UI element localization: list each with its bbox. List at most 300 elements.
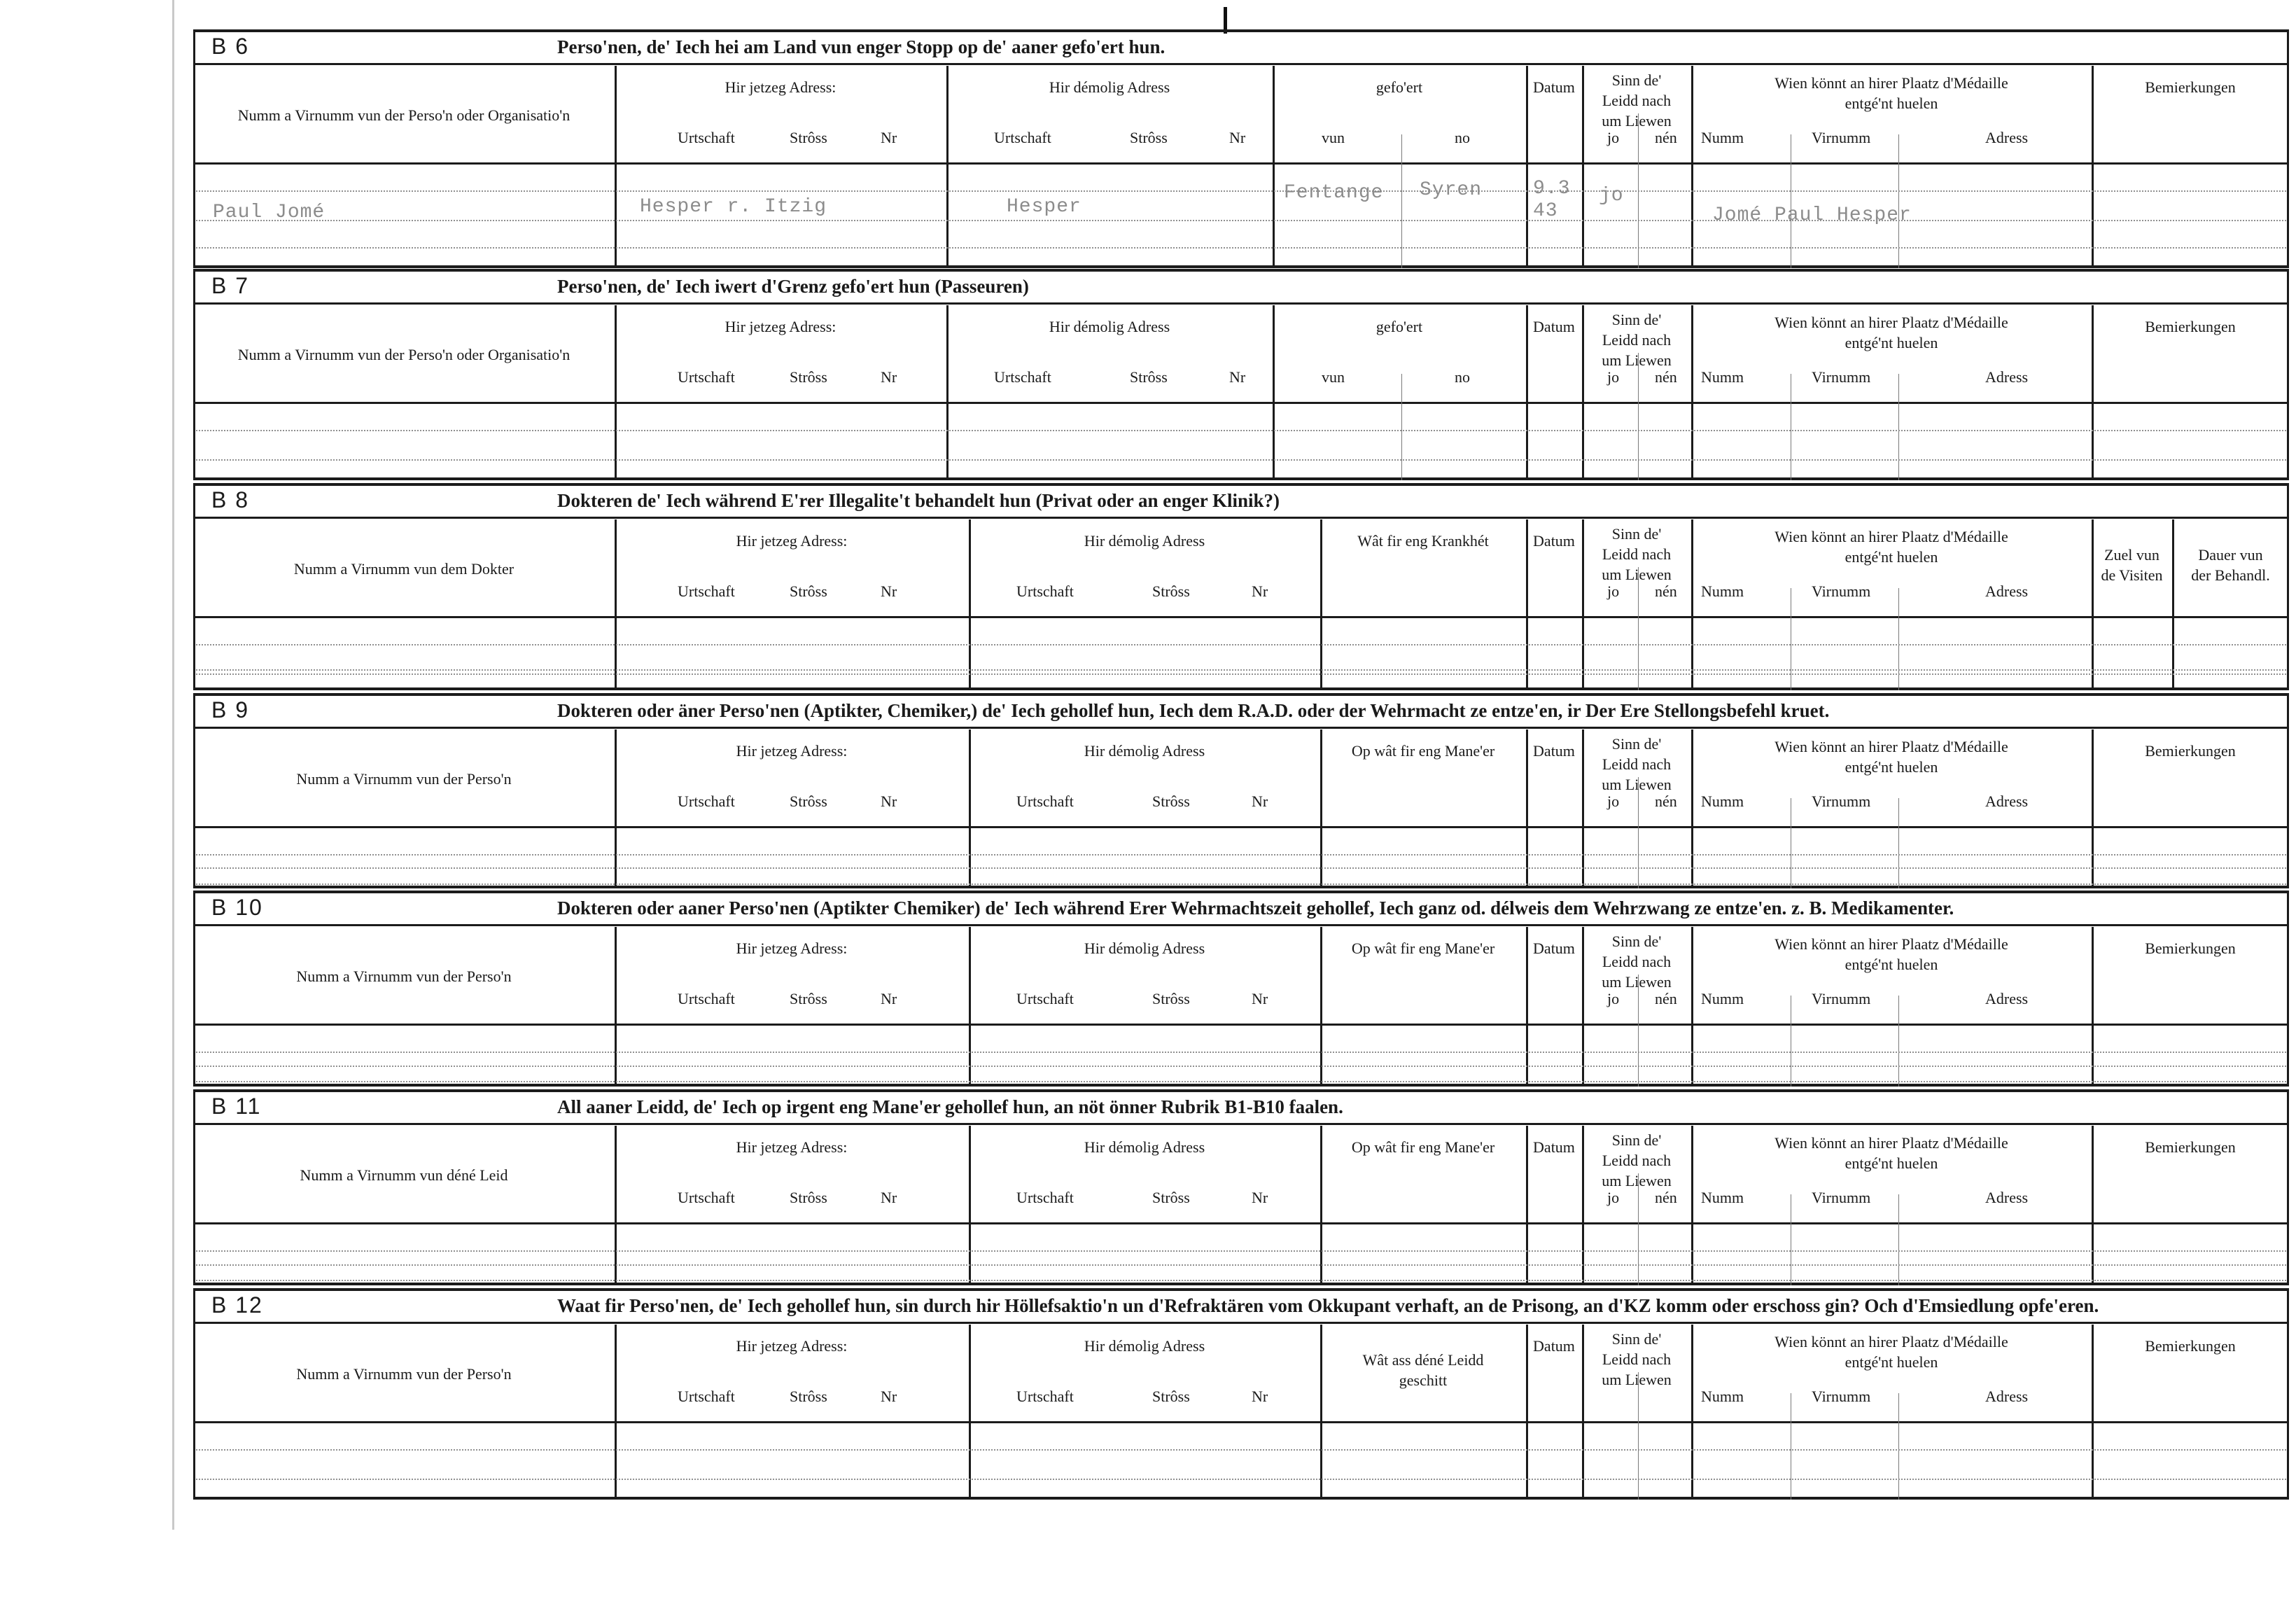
urtschaft-label: Urtschaft [678, 1388, 735, 1405]
died-label [1584, 734, 1689, 795]
jo-nen-split [1638, 353, 1639, 480]
column-rule [1691, 1325, 1693, 1500]
nr-label: Nr [1252, 1388, 1268, 1405]
stross-label: Strôss [1130, 129, 1168, 146]
section-code: B 11 [211, 1094, 262, 1119]
stross-label: Strôss [1152, 792, 1190, 810]
visit-count-label-line: de Visiten [2101, 566, 2163, 584]
section-code: B 6 [211, 34, 250, 59]
medal-recipient-label-line: Wien könnt an hirer Plaatz d'Médaille [1774, 1134, 2008, 1152]
urtschaft-label: Urtschaft [678, 792, 735, 810]
died-label-line: Leidd nach [1602, 92, 1672, 109]
dotted-row-line [196, 1264, 2286, 1266]
section-bottom-rule [193, 265, 2289, 268]
urtschaft-label: Urtschaft [1016, 582, 1074, 600]
section-bottom-rule [193, 1084, 2289, 1087]
column-rule [1691, 66, 1693, 268]
dotted-row-line [196, 1066, 2286, 1067]
died-label [1584, 1329, 1689, 1390]
dotted-row-line [196, 247, 2286, 249]
title-underline [193, 517, 2289, 519]
remarks-label: Bemierkungen [2145, 1138, 2236, 1156]
section-title: Dokteren oder aaner Perso'nen (Aptikter Chemiker) de' Iech während Erer Wehrmachtszeit gehollef, Iech ganz od. délweis dem Wehrzwang ze entze'en. z. B. Medikamenter. [557, 898, 1954, 919]
adress-label: Adress [1985, 1189, 2029, 1206]
urtschaft-label: Urtschaft [678, 368, 735, 386]
visit-count-label-line: Zuel vun [2104, 546, 2160, 564]
died-label-line: um Liewen [1602, 1371, 1672, 1388]
no-label: nén [1655, 792, 1677, 810]
yes-label: jo [1607, 582, 1620, 600]
name-column-label: Numm a Virnumm vun der Perso'n [296, 1365, 512, 1383]
numm-label: Numm [1701, 582, 1744, 600]
virnumm-adress-split [1898, 1194, 1899, 1285]
medal-recipient-label-line: entgé'nt huelen [1844, 758, 1938, 776]
medal-recipient-label-line: Wien könnt an hirer Plaatz d'Médaille [1774, 528, 2008, 545]
section-title: Dokteren de' Iech während E'rer Illegalite't behandelt hun (Privat oder an enger Klinik?) [557, 490, 1280, 511]
current-address-label: Hir jetzeg Adress: [736, 1138, 848, 1156]
title-underline [193, 924, 2289, 926]
conveyed-label: gefo'ert [1376, 78, 1423, 96]
died-label [1584, 931, 1689, 992]
current-address-label: Hir jetzeg Adress: [736, 940, 848, 957]
dotted-row-line [196, 867, 2286, 869]
adress-label: Adress [1985, 792, 2029, 810]
nr-label: Nr [881, 368, 897, 386]
no-label: nén [1655, 368, 1677, 386]
right-border [2287, 693, 2289, 888]
numm-label: Numm [1701, 1189, 1744, 1206]
column-rule [1691, 519, 1693, 690]
died-label [1584, 524, 1689, 585]
died-label-line: um Liewen [1602, 112, 1672, 130]
left-border [193, 269, 195, 480]
yes-label: jo [1607, 990, 1620, 1007]
virnumm-adress-split [1898, 798, 1899, 888]
illness-label: Wât fir eng Krankhét [1357, 532, 1489, 550]
adress-label: Adress [1985, 582, 2029, 600]
urtschaft-label: Urtschaft [1016, 1189, 1074, 1206]
adress-label: Adress [1985, 1388, 2029, 1405]
dotted-row-line [196, 1479, 2286, 1480]
medal-recipient-label [1709, 1133, 2073, 1173]
urtschaft-label: Urtschaft [994, 368, 1051, 386]
virnumm-adress-split [1898, 588, 1899, 690]
numm-label: Numm [1701, 990, 1744, 1007]
virnumm-label: Virnumm [1812, 582, 1871, 600]
current-address-label: Hir jetzeg Adress: [736, 1337, 848, 1355]
medal-recipient-label [1709, 934, 2073, 975]
page-edge [172, 0, 174, 1530]
numm-label: Numm [1701, 129, 1744, 146]
nr-label: Nr [1229, 129, 1246, 146]
remarks-label: Bemierkungen [2145, 318, 2236, 335]
section-title: All aaner Leidd, de' Iech op irgent eng Mane'er gehollef hun, an nöt önner Rubrik B1-B10 faalen. [557, 1096, 1343, 1117]
column-rule [615, 519, 617, 690]
virnumm-label: Virnumm [1812, 1388, 1871, 1405]
section-top-rule [193, 483, 2289, 486]
what-happened-label-line: geschitt [1399, 1371, 1448, 1389]
adress-label: Adress [1985, 368, 2029, 386]
medal-recipient-label [1709, 312, 2073, 353]
no-label: nén [1655, 129, 1677, 146]
numm-label: Numm [1701, 792, 1744, 810]
to-label: no [1455, 368, 1470, 386]
died-label-line: Sinn de' [1611, 1131, 1662, 1149]
virnumm-label: Virnumm [1812, 1189, 1871, 1206]
section-title: Dokteren oder äner Perso'nen (Aptikter, Chemiker,) de' Iech gehollef hun, Iech dem R.A.D. oder der Wehrmacht ze entze'en, ir Der Ere Stellongsbefehl kruet. [557, 700, 1830, 721]
section-top-rule [193, 891, 2289, 893]
title-underline [193, 1322, 2289, 1324]
entry-died-yes: jo [1599, 185, 1624, 207]
what-happened-label-line: Wât ass déné Leidd [1362, 1351, 1484, 1369]
left-border [193, 29, 195, 268]
medal-recipient-label-line: entgé'nt huelen [1844, 334, 1938, 351]
section-title: Waat fir Perso'nen, de' Iech gehollef hun, sin durch hir Höllefsaktio'n un d'Refraktären vom Okkupant verhaft, an de Prisong, an d'KZ komm oder erschoss gin? Och d'Emsiedlung opfe'eren. [557, 1295, 2099, 1316]
column-rule [946, 305, 948, 480]
nr-label: Nr [1252, 1189, 1268, 1206]
right-border [2287, 29, 2289, 268]
entry-date-line1: 9.3 [1533, 178, 1571, 200]
died-label-line: Sinn de' [1611, 525, 1662, 543]
medal-recipient-label-line: Wien könnt an hirer Plaatz d'Médaille [1774, 935, 2008, 953]
medal-recipient-label-line: Wien könnt an hirer Plaatz d'Médaille [1774, 74, 2008, 92]
section-code: B 12 [211, 1292, 263, 1318]
entry-name: Paul Jomé [213, 202, 326, 223]
virnumm-adress-split [1898, 374, 1899, 480]
medal-recipient-label [1709, 736, 2073, 777]
column-rule [1691, 927, 1693, 1087]
treatment-duration-label-line: Dauer vun [2198, 546, 2263, 564]
urtschaft-label: Urtschaft [678, 990, 735, 1007]
stross-label: Strôss [1152, 582, 1190, 600]
no-label: nén [1655, 1189, 1677, 1206]
header-underline [193, 1222, 2289, 1224]
remarks-label: Bemierkungen [2145, 78, 2236, 96]
date-label: Datum [1533, 1138, 1575, 1156]
urtschaft-label: Urtschaft [1016, 1388, 1074, 1405]
entry-medal-recipient: Jomé Paul Hesper [1712, 204, 1912, 226]
column-rule [1691, 1126, 1693, 1285]
from-label: vun [1322, 129, 1345, 146]
section-b11 [193, 1089, 2289, 1285]
stross-label: Strôss [790, 129, 827, 146]
name-column-label: Numm a Virnumm vun der Perso'n oder Organisatio'n [237, 106, 570, 124]
stross-label: Strôss [1152, 1189, 1190, 1206]
dotted-row-line [196, 220, 2286, 221]
entry-former-address: Hesper [1007, 196, 1082, 218]
remarks-label: Bemierkungen [2145, 742, 2236, 760]
numm-label: Numm [1701, 1388, 1744, 1405]
nr-label: Nr [1252, 582, 1268, 600]
died-label-line: Leidd nach [1602, 755, 1672, 773]
name-column-label: Numm a Virnumm vun der Perso'n oder Organisatio'n [237, 346, 570, 363]
nr-label: Nr [1229, 368, 1246, 386]
section-b10 [193, 891, 2289, 1087]
nr-label: Nr [881, 792, 897, 810]
current-address-label: Hir jetzeg Adress: [724, 318, 836, 335]
date-label: Datum [1533, 742, 1575, 760]
column-rule [1273, 66, 1275, 268]
urtschaft-label: Urtschaft [994, 129, 1051, 146]
adress-label: Adress [1985, 129, 2029, 146]
left-border [193, 483, 195, 690]
visit-count-label [2094, 545, 2171, 585]
medal-recipient-label-line: entgé'nt huelen [1844, 1154, 1938, 1172]
urtschaft-label: Urtschaft [1016, 990, 1074, 1007]
section-code: B 8 [211, 487, 250, 512]
entry-from: Fentange [1284, 182, 1384, 204]
stross-label: Strôss [790, 990, 827, 1007]
section-top-rule [193, 693, 2289, 696]
nr-label: Nr [881, 990, 897, 1007]
died-label-line: um Liewen [1602, 776, 1672, 793]
dotted-row-line [196, 190, 2286, 192]
section-bottom-rule [193, 687, 2289, 690]
urtschaft-label: Urtschaft [678, 129, 735, 146]
title-underline [193, 63, 2289, 65]
section-code: B 10 [211, 895, 263, 920]
medal-recipient-label [1709, 73, 2073, 113]
section-bottom-rule [193, 886, 2289, 888]
entry-date-line2: 43 [1533, 200, 1558, 222]
medal-recipient-label-line: Wien könnt an hirer Plaatz d'Médaille [1774, 738, 2008, 755]
virnumm-adress-split [1898, 996, 1899, 1087]
numm-label: Numm [1701, 368, 1744, 386]
right-border [2287, 891, 2289, 1087]
dotted-row-line [196, 854, 2286, 856]
died-label-line: Sinn de' [1611, 735, 1662, 753]
died-label-line: Sinn de' [1611, 1330, 1662, 1348]
column-rule [615, 729, 617, 888]
name-column-label: Numm a Virnumm vun der Perso'n [296, 770, 512, 788]
urtschaft-label: Urtschaft [1016, 792, 1074, 810]
jo-nen-split [1638, 567, 1639, 690]
section-top-rule [193, 269, 2289, 272]
to-label: no [1455, 129, 1470, 146]
right-border [2287, 1089, 2289, 1285]
virnumm-label: Virnumm [1812, 990, 1871, 1007]
virnumm-label: Virnumm [1812, 792, 1871, 810]
remarks-label: Bemierkungen [2145, 1337, 2236, 1355]
what-happened-label [1322, 1350, 1525, 1390]
section-title: Perso'nen, de' Iech iwert d'Grenz gefo'ert hun (Passeuren) [557, 276, 1029, 297]
yes-label: jo [1607, 1189, 1620, 1206]
date-label: Datum [1533, 78, 1575, 96]
medal-recipient-label [1709, 526, 2073, 567]
header-underline [193, 826, 2289, 828]
died-label-line: Leidd nach [1602, 1350, 1672, 1368]
no-label: nén [1655, 990, 1677, 1007]
died-label [1584, 70, 1689, 131]
stross-label: Strôss [790, 1388, 827, 1405]
entry-to: Syren [1420, 179, 1483, 201]
conveyed-label: gefo'ert [1376, 318, 1423, 335]
urtschaft-label: Urtschaft [678, 582, 735, 600]
dotted-row-line [196, 430, 2286, 431]
left-border [193, 1089, 195, 1285]
right-border [2287, 1288, 2289, 1500]
header-underline [193, 162, 2289, 165]
stross-label: Strôss [1130, 368, 1168, 386]
column-rule [969, 927, 971, 1087]
left-border [193, 891, 195, 1087]
former-address-label: Hir démolig Adress [1049, 78, 1170, 96]
no-label: nén [1655, 582, 1677, 600]
dotted-row-line [196, 884, 2286, 885]
section-top-rule [193, 1089, 2289, 1092]
dotted-row-line [196, 1081, 2286, 1082]
stross-label: Strôss [790, 792, 827, 810]
dotted-row-line [196, 1280, 2286, 1281]
former-address-label: Hir démolig Adress [1084, 742, 1205, 760]
left-border [193, 1288, 195, 1500]
section-b9 [193, 693, 2289, 888]
died-label-line: Sinn de' [1611, 311, 1662, 328]
died-label [1584, 1130, 1689, 1191]
stross-label: Strôss [1152, 990, 1190, 1007]
column-rule [969, 1126, 971, 1285]
nr-label: Nr [881, 1388, 897, 1405]
section-title: Perso'nen, de' Iech hei am Land vun enger Stopp op de' aaner gefo'ert hun. [557, 36, 1166, 57]
medal-recipient-label-line: entgé'nt huelen [1844, 548, 1938, 566]
column-rule [615, 927, 617, 1087]
nr-label: Nr [1252, 990, 1268, 1007]
nr-label: Nr [881, 1189, 897, 1206]
column-rule [969, 729, 971, 888]
column-rule [946, 66, 948, 268]
header-underline [193, 1024, 2289, 1026]
former-address-label: Hir démolig Adress [1084, 1337, 1205, 1355]
date-label: Datum [1533, 1337, 1575, 1355]
date-label: Datum [1533, 318, 1575, 335]
died-label-line: Sinn de' [1611, 933, 1662, 950]
medal-recipient-label [1709, 1332, 2073, 1372]
dotted-row-line [196, 669, 2286, 671]
yes-label: jo [1607, 792, 1620, 810]
title-underline [193, 727, 2289, 729]
nr-label: Nr [1252, 792, 1268, 810]
section-top-rule [193, 1288, 2289, 1291]
died-label-line: Leidd nach [1602, 545, 1672, 563]
vun-no-split [1401, 374, 1402, 480]
died-label-line: um Liewen [1602, 973, 1672, 991]
column-rule [969, 1325, 971, 1500]
stross-label: Strôss [790, 368, 827, 386]
manner-label: Op wât fir eng Mane'er [1351, 940, 1495, 957]
column-rule [1273, 305, 1275, 480]
section-bottom-rule [193, 477, 2289, 480]
current-address-label: Hir jetzeg Adress: [736, 742, 848, 760]
remarks-label: Bemierkungen [2145, 940, 2236, 957]
section-b7 [193, 269, 2289, 480]
header-underline [193, 402, 2289, 404]
dotted-row-line [196, 459, 2286, 461]
from-label: vun [1322, 368, 1345, 386]
date-label: Datum [1533, 940, 1575, 957]
dotted-row-line [196, 1449, 2286, 1451]
column-rule [615, 305, 617, 480]
virnumm-label: Virnumm [1812, 129, 1871, 146]
dotted-row-line [196, 1052, 2286, 1053]
died-label [1584, 309, 1689, 370]
manner-label: Op wât fir eng Mane'er [1351, 742, 1495, 760]
stross-label: Strôss [790, 582, 827, 600]
header-underline [193, 1421, 2289, 1423]
section-b12 [193, 1288, 2289, 1500]
medal-recipient-label-line: entgé'nt huelen [1844, 95, 1938, 112]
died-label-line: um Liewen [1602, 566, 1672, 583]
virnumm-adress-split [1898, 1393, 1899, 1500]
column-rule [615, 1126, 617, 1285]
former-address-label: Hir démolig Adress [1084, 940, 1205, 957]
dotted-row-line [196, 1250, 2286, 1252]
section-code: B 9 [211, 697, 250, 722]
title-underline [193, 1123, 2289, 1125]
former-address-label: Hir démolig Adress [1049, 318, 1170, 335]
column-rule [615, 1325, 617, 1500]
medal-recipient-label-line: entgé'nt huelen [1844, 956, 1938, 973]
treatment-duration-label-line: der Behandl. [2191, 566, 2270, 584]
section-bottom-rule [193, 1283, 2289, 1285]
adress-label: Adress [1985, 990, 2029, 1007]
medal-recipient-label-line: Wien könnt an hirer Plaatz d'Médaille [1774, 314, 2008, 331]
section-top-rule [193, 29, 2289, 32]
treatment-duration-label [2175, 545, 2287, 585]
section-code: B 7 [211, 273, 250, 298]
section-b6 [193, 29, 2289, 268]
current-address-label: Hir jetzeg Adress: [736, 532, 848, 550]
date-label: Datum [1533, 532, 1575, 550]
section-b8 [193, 483, 2289, 690]
former-address-label: Hir démolig Adress [1084, 532, 1205, 550]
column-rule [969, 519, 971, 690]
died-label-line: Leidd nach [1602, 331, 1672, 349]
nr-label: Nr [881, 129, 897, 146]
column-rule [1691, 729, 1693, 888]
column-rule [615, 66, 617, 268]
entry-current-address: Hesper r. Itzig [640, 196, 827, 218]
manner-label: Op wât fir eng Mane'er [1351, 1138, 1495, 1156]
nr-label: Nr [881, 582, 897, 600]
dotted-row-line [196, 644, 2286, 645]
column-rule [1691, 305, 1693, 480]
title-underline [193, 302, 2289, 305]
section-bottom-rule [193, 1497, 2289, 1500]
died-label-line: um Liewen [1602, 351, 1672, 369]
died-label-line: Leidd nach [1602, 953, 1672, 970]
died-label-line: um Liewen [1602, 1172, 1672, 1189]
died-label-line: Leidd nach [1602, 1152, 1672, 1169]
urtschaft-label: Urtschaft [678, 1189, 735, 1206]
right-border [2287, 483, 2289, 690]
current-address-label: Hir jetzeg Adress: [724, 78, 836, 96]
stross-label: Strôss [1152, 1388, 1190, 1405]
dotted-row-line [196, 673, 2286, 675]
name-column-label: Numm a Virnumm vun déné Leid [300, 1166, 508, 1184]
virnumm-label: Virnumm [1812, 368, 1871, 386]
yes-label: jo [1607, 129, 1620, 146]
former-address-label: Hir démolig Adress [1084, 1138, 1205, 1156]
right-border [2287, 269, 2289, 480]
header-underline [193, 616, 2289, 618]
medal-recipient-label-line: Wien könnt an hirer Plaatz d'Médaille [1774, 1333, 2008, 1350]
left-border [193, 693, 195, 888]
jo-nen-split [1638, 1372, 1639, 1500]
died-label-line: Sinn de' [1611, 71, 1662, 89]
stross-label: Strôss [790, 1189, 827, 1206]
name-column-label: Numm a Virnumm vun der Perso'n [296, 968, 512, 985]
medal-recipient-label-line: entgé'nt huelen [1844, 1353, 1938, 1371]
